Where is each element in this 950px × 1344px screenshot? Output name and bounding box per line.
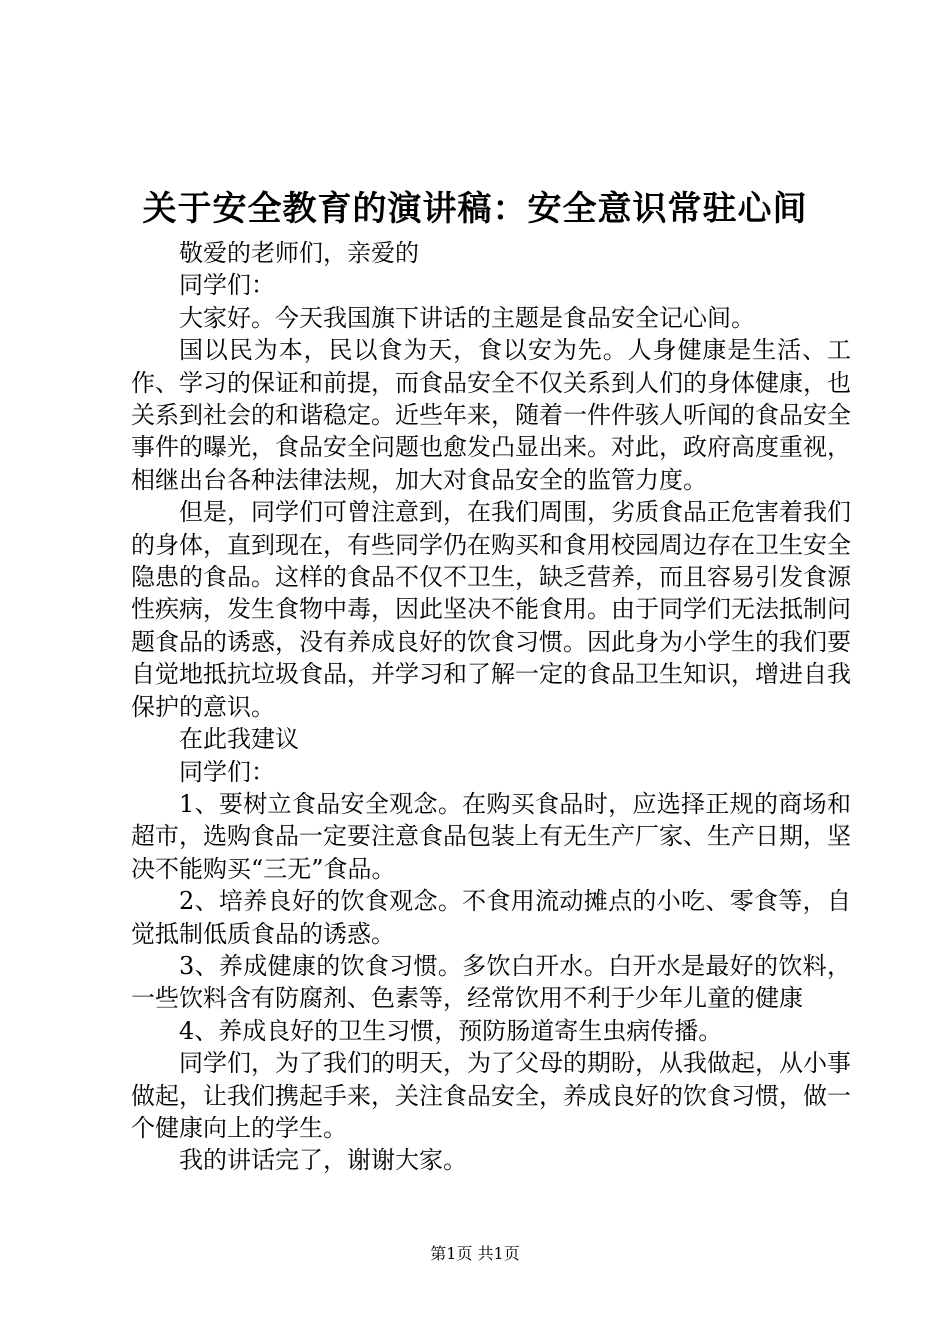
suggestion-item: 2、培养良好的饮食观念。不食用流动摊点的小吃、零食等，自觉抵制低质食品的诱惑。 [131,887,851,948]
greeting-line: 同学们： [179,271,275,300]
paragraph: 同学们： [179,757,275,786]
document-body [131,237,851,1177]
suggestion-item: 1、要树立食品安全观念。在购买食品时，应选择正规的商场和超市，选购食品一定要注意食品包装上有无生产厂家、生产日期，坚决不能购买“三无”食品。 [131,789,851,883]
document-title: 关于安全教育的演讲稿：安全意识常驻心间 [142,189,808,229]
suggestion-item: 4、养成良好的卫生习惯，预防肠道寄生虫病传播。 [179,1016,723,1045]
suggestion-item: 3、养成健康的饮食习惯。多饮白开水。白开水是最好的饮料，一些饮料含有防腐剂、色素等，经常饮用不利于少年儿童的健康 [131,951,851,1013]
paragraph: 国以民为本，民以食为天，食以安为先。人身健康是生活、工作、学习的保证和前提，而食品安全不仅关系到人们的身体健康，也关系到社会的和谐稳定。近些年来，随着一件件骇人听闻的食品安全事件的曝光，食品安全问题也愈发凸显出来。对此，政府高度重视，相继出台各种法律法规，加大对食品安全的监管力度。 [131,336,851,494]
paragraph: 在此我建议 [179,725,299,754]
paragraph: 大家好。今天我国旗下讲话的主题是食品安全记心间。 [179,303,755,332]
paragraph: 但是，同学们可曾注意到，在我们周围，劣质食品正危害着我们的身体，直到现在，有些同学仍在购买和食用校园周边存在卫生安全隐患的食品。这样的食品不仅不卫生，缺乏营养，而且容易引发食源性疾病，发生食物中毒，因此坚决不能食用。由于同学们无法抵制问题食品的诱惑，没有养成良好的饮食习惯。因此身为小学生的我们要自觉地抵抗垃圾食品，并学习和了解一定的食品卫生知识，增进自我保护的意识。 [131,498,851,721]
page-number-footer: 第1页 共1页 [430,1244,520,1263]
greeting-line: 敬爱的老师们，亲爱的 [179,239,419,267]
paragraph: 同学们，为了我们的明天，为了父母的期盼，从我做起，从小事做起，让我们携起手来，关注食品安全，养成良好的饮食习惯，做一个健康向上的学生。 [131,1049,851,1142]
closing-line: 我的讲话完了，谢谢大家。 [179,1146,467,1175]
